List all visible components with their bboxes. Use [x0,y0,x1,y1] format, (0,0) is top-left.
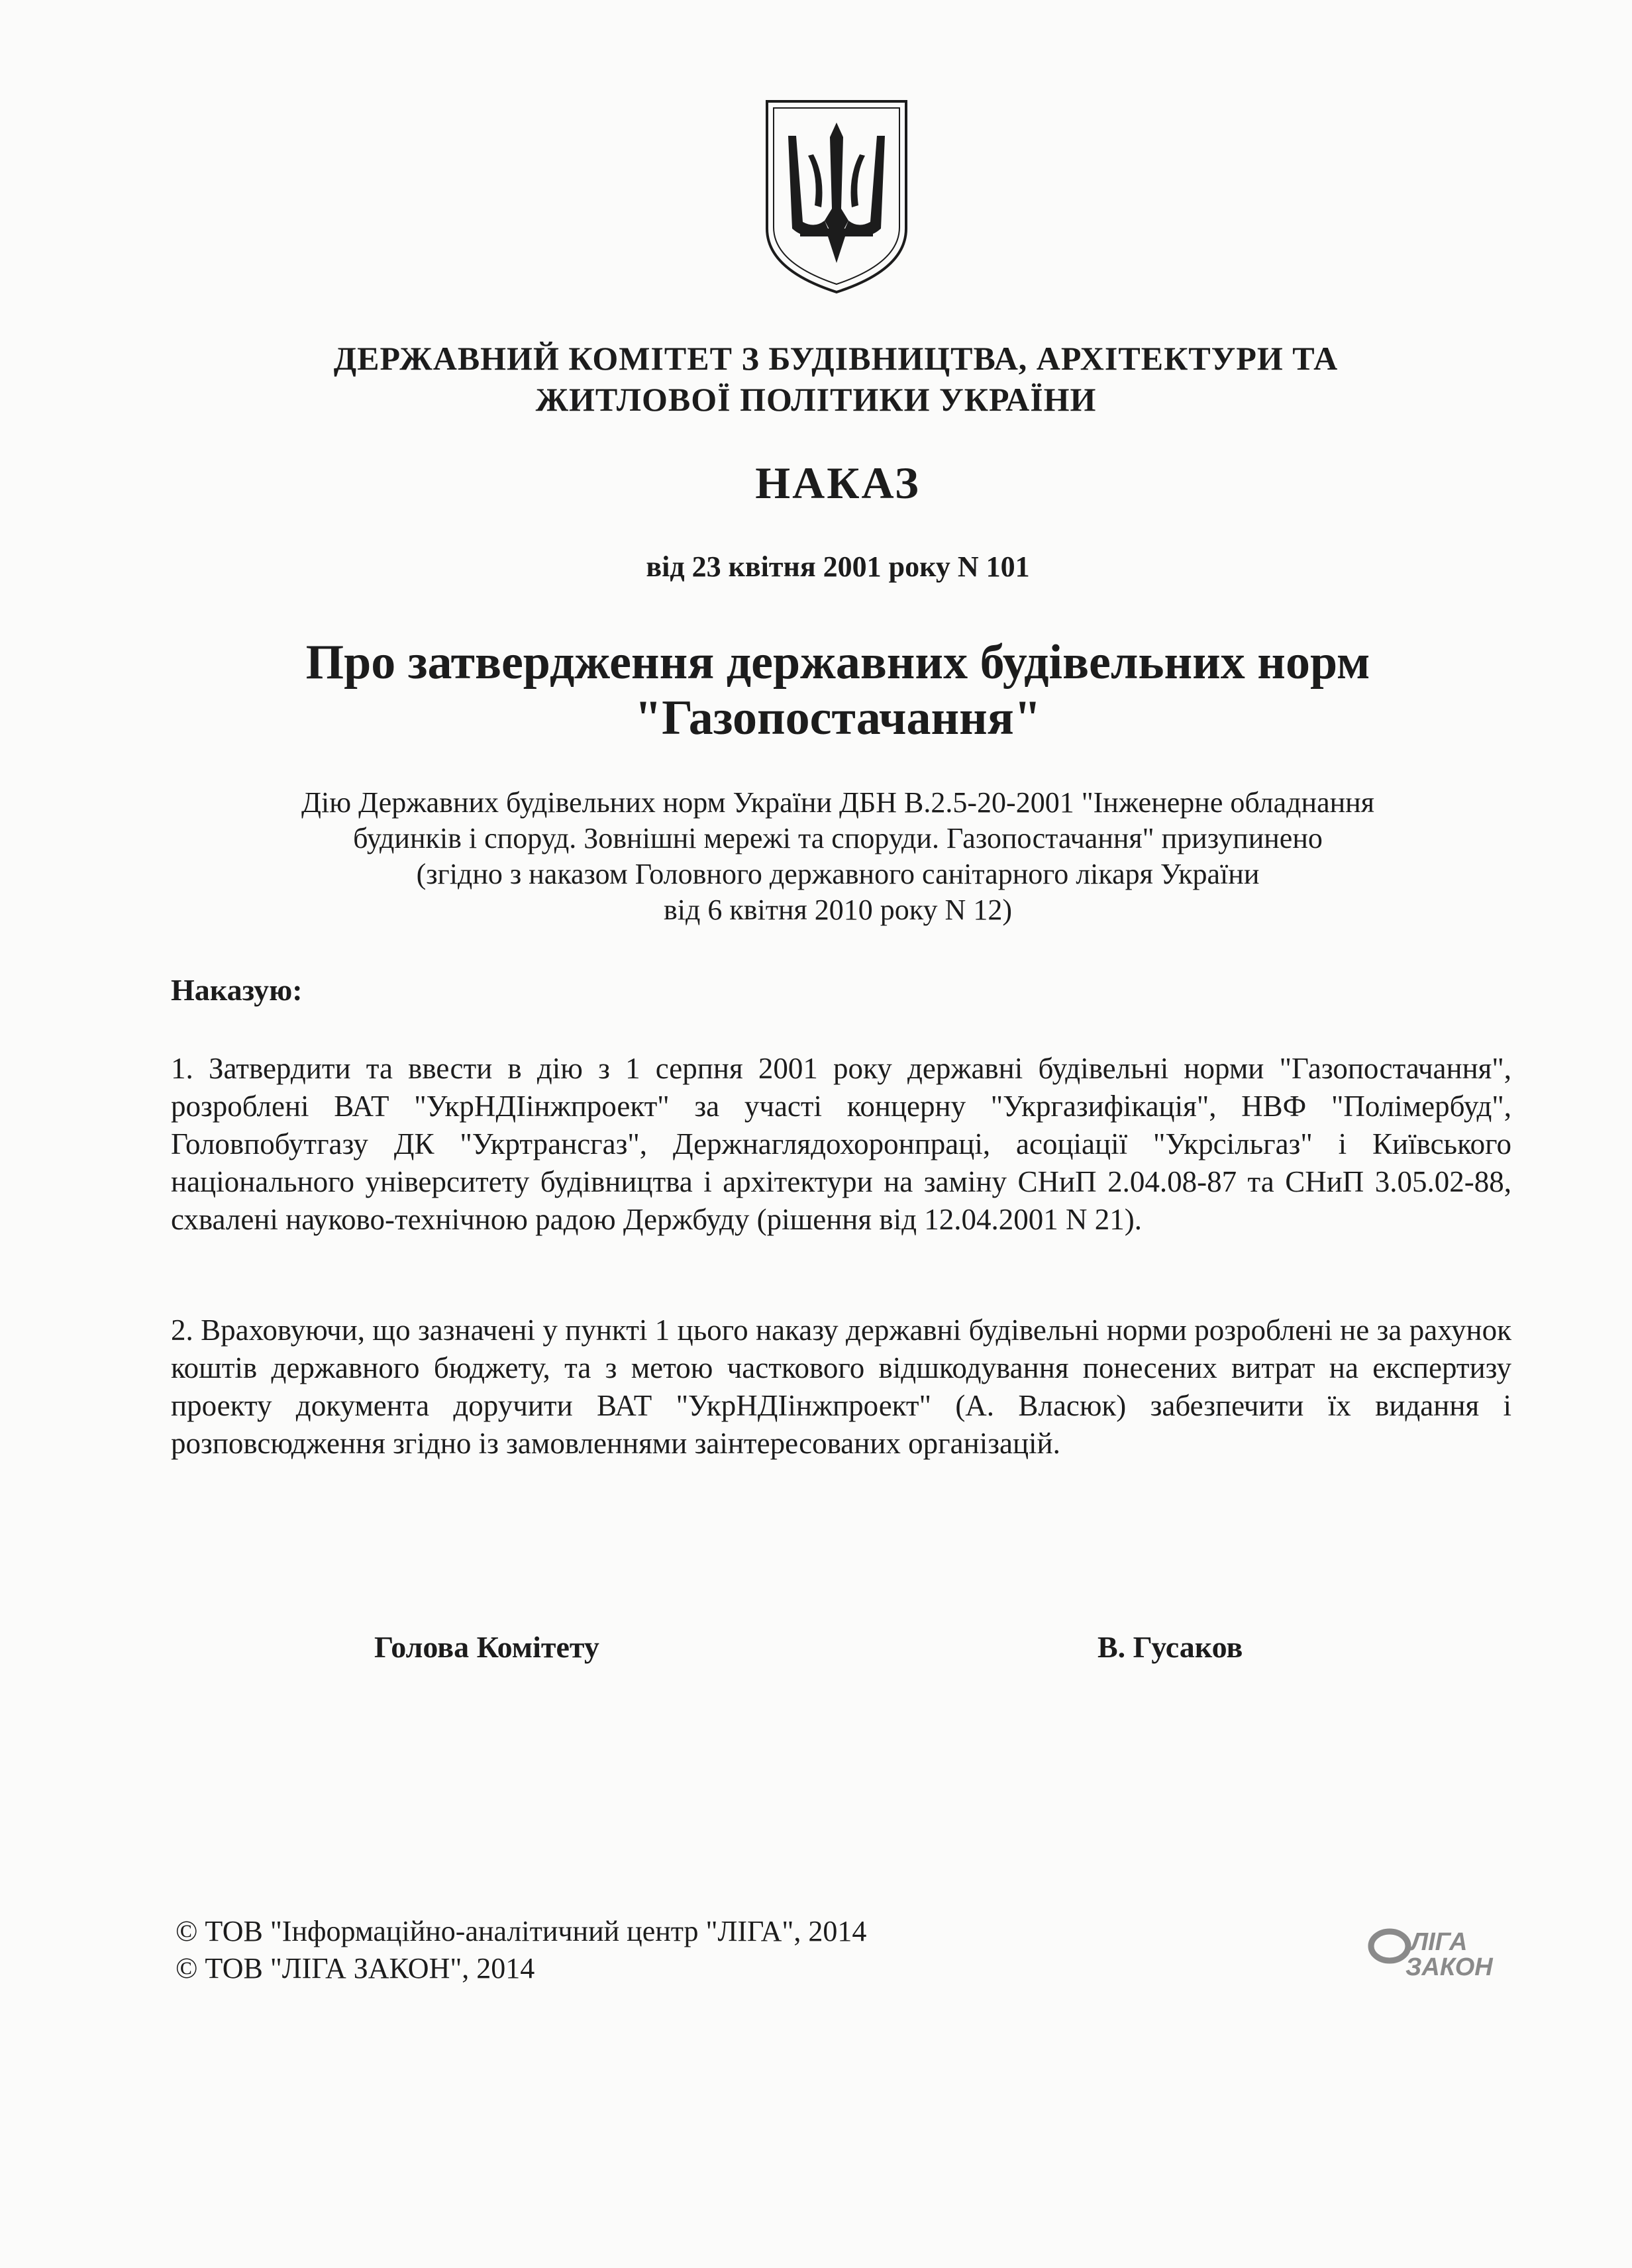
document-title-line1: Про затвердження державних будівельних норм [305,635,1370,690]
order-heading: Наказую: [171,973,303,1007]
document-title-line2: "Газопостачання" [635,691,1041,745]
liga-zakon-logo-icon [1364,1921,1517,1981]
suspension-note-line4: від 6 квітня 2010 року N 12) [664,894,1012,926]
suspension-note-line1: Дію Державних будівельних норм України ДБН В.2.5-20-2001 "Інженерне обладнання [301,786,1374,819]
signatory-position: Голова Комітету [374,1630,599,1664]
document-date: від 23 квітня 2001 року N 101 [646,550,1030,583]
logo-text-top: ЛІГА [1411,1928,1468,1956]
order-paragraph-1: 1. Затвердити та ввести в дію з 1 серпня 2001 року державні будівельні норми "Газопостачання", розроблені ВАТ "УкрНДІінжпроект" за участі концерну "Укргазифікація", НВФ "Полімербуд", Головпобутгазу ДК "Укртрансгаз", Держнаглядохоронпраці, асоціації "Укрсільгаз" і Київського національного університету будівництва і архітектури на заміну СНиП 2.04.08-87 та СНиП 3.05.02-88, схвалені науково-технічною радою Держбуду (рішення від 12.04.2001 N 21). [171,1052,1511,1236]
order-paragraph-2: 2. Враховуючи, що зазначені у пункті 1 цього наказу державні будівельні норми розроблені не за рахунок коштів державного бюджету, та з метою часткового відшкодування понесених витрат на експертизу проекту документа доручити ВАТ "УкрНДІінжпроект" (А. Власюк) забезпечити їх видання і розповсюдження згідно із замовленнями заінтересованих організацій. [171,1314,1511,1460]
document-type: НАКАЗ [755,458,921,508]
organization-name-line2: ЖИТЛОВОЇ ПОЛІТИКИ УКРАЇНИ [535,381,1097,418]
suspension-note-line3: (згідно з наказом Головного державного санітарного лікаря України [416,858,1260,890]
signatory-name: В. Гусаков [1097,1630,1243,1664]
organization-name-line1: ДЕРЖАВНИЙ КОМІТЕТ З БУДІВНИЦТВА, АРХІТЕКТУРИ ТА [333,340,1339,377]
logo-text-bottom: ЗАКОН [1405,1953,1493,1981]
suspension-note-line2: будинків і споруд. Зовнішні мережі та споруди. Газопостачання" призупинено [353,822,1323,854]
copyright-line-1: © ТОВ "Інформаційно-аналітичний центр "ЛІГА", 2014 [176,1915,867,1947]
copyright-line-2: © ТОВ "ЛІГА ЗАКОН", 2014 [176,1952,535,1984]
trident-emblem-icon [762,96,911,296]
